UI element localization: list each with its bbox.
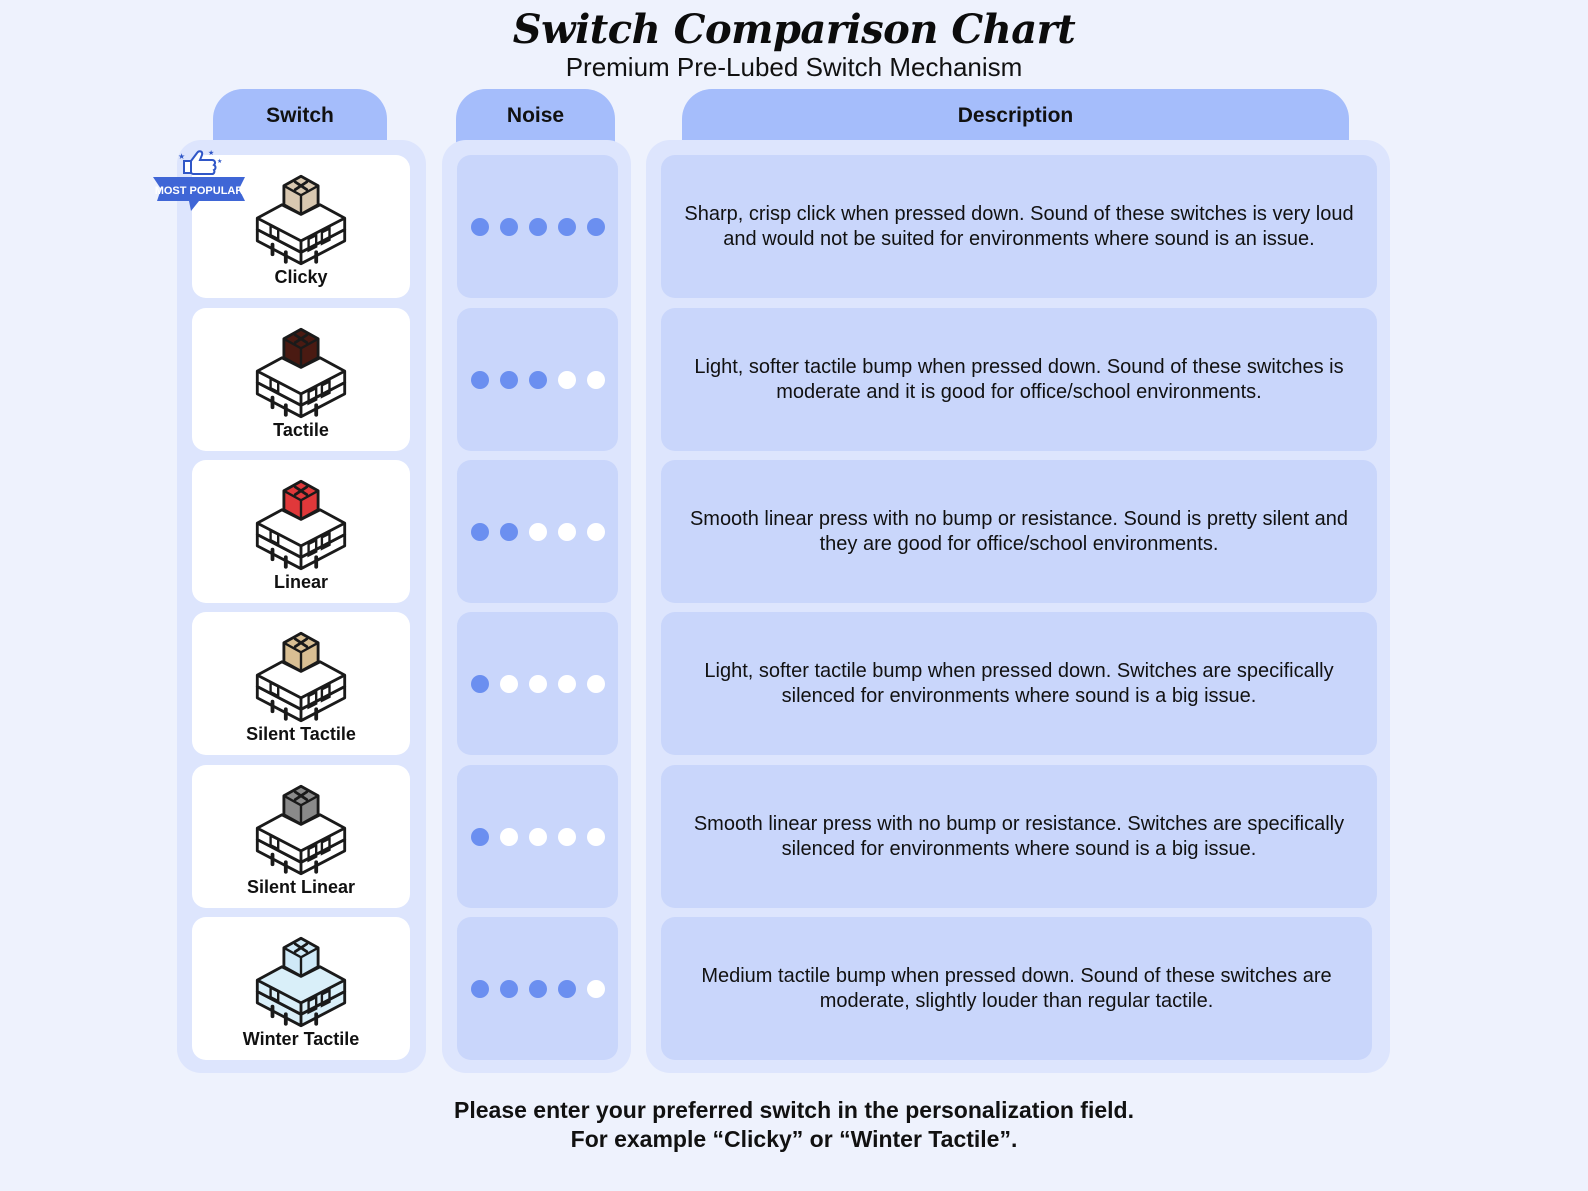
- noise-rating: [457, 675, 618, 693]
- noise-dot-empty: [558, 371, 576, 389]
- thumbs-up-icon: [178, 149, 222, 174]
- noise-dot-empty: [500, 828, 518, 846]
- footer-note: [0, 1096, 1588, 1154]
- noise-dot-filled: [471, 675, 489, 693]
- switch-column-header: Switch: [213, 89, 387, 143]
- switch-cell: [192, 308, 410, 451]
- noise-dot-filled: [558, 218, 576, 236]
- switch-cell: [192, 917, 410, 1060]
- noise-dot-filled: [500, 980, 518, 998]
- tactile-switch-icon: [244, 316, 358, 430]
- noise-rating: [457, 218, 618, 236]
- noise-cell: [457, 155, 618, 298]
- noise-dot-filled: [558, 980, 576, 998]
- most-popular-badge: [151, 147, 247, 213]
- svg-text:★: ★: [178, 152, 186, 161]
- noise-cell: [457, 308, 618, 451]
- noise-dot-empty: [529, 675, 547, 693]
- chart-subtitle: Premium Pre-Lubed Switch Mechanism: [565, 52, 1023, 82]
- switch-name: Silent Tactile: [246, 724, 356, 744]
- switch-name: Tactile: [273, 420, 329, 440]
- noise-dot-filled: [500, 218, 518, 236]
- noise-dot-filled: [500, 371, 518, 389]
- switch-description: Light, softer tactile bump when pressed down. Switches are specifically silenced for environments where sound is a big issue.: [704, 659, 1334, 707]
- noise-rating: [457, 980, 618, 998]
- clicky-switch-icon: [244, 163, 358, 277]
- description-cell: [661, 155, 1377, 298]
- noise-column-header: Noise: [456, 89, 615, 143]
- noise-dot-empty: [587, 828, 605, 846]
- noise-dot-filled: [500, 523, 518, 541]
- switch-cell: [192, 460, 410, 603]
- svg-text:★: ★: [217, 158, 223, 165]
- noise-dot-filled: [471, 980, 489, 998]
- noise-dot-empty: [587, 523, 605, 541]
- switch-name: Silent Linear: [246, 877, 356, 897]
- svg-text:★: ★: [208, 149, 215, 157]
- noise-dot-empty: [587, 980, 605, 998]
- switch-description: Light, softer tactile bump when pressed down. Sound of these switches is moderate and it is good for office/school environments.: [694, 355, 1344, 403]
- noise-cell: [457, 460, 618, 603]
- noise-cell: [457, 612, 618, 755]
- description-cell: [661, 308, 1377, 451]
- description-cell: [661, 612, 1377, 755]
- noise-dot-empty: [529, 828, 547, 846]
- switch-description: Sharp, crisp click when pressed down. Sound of these switches is very loud and would not be suited for environments where sound is an issue.: [684, 202, 1354, 250]
- switch-description: Smooth linear press with no bump or resistance. Sound is pretty silent and they are good for office/school environments.: [689, 507, 1349, 555]
- description-cell: [661, 765, 1377, 908]
- description-cell: [661, 917, 1372, 1060]
- noise-rating: [457, 828, 618, 846]
- winter-tactile-switch-icon: [244, 925, 358, 1039]
- noise-dot-filled: [471, 218, 489, 236]
- silent-linear-switch-icon: [244, 773, 358, 887]
- noise-dot-empty: [558, 675, 576, 693]
- noise-dot-filled: [471, 523, 489, 541]
- chart-title: Switch Comparison Chart: [512, 6, 1076, 53]
- switch-name: Winter Tactile: [242, 1029, 360, 1049]
- linear-switch-icon: [244, 468, 358, 582]
- noise-dot-empty: [529, 523, 547, 541]
- noise-dot-empty: [500, 675, 518, 693]
- switch-cell: [192, 765, 410, 908]
- noise-cell: [457, 765, 618, 908]
- noise-dot-empty: [587, 371, 605, 389]
- noise-dot-filled: [529, 218, 547, 236]
- noise-dot-filled: [529, 980, 547, 998]
- noise-dot-filled: [471, 828, 489, 846]
- noise-dot-empty: [558, 523, 576, 541]
- noise-dot-filled: [471, 371, 489, 389]
- badge-label: MOST POPULAR: [154, 185, 244, 197]
- noise-dot-empty: [558, 828, 576, 846]
- noise-dot-filled: [587, 218, 605, 236]
- noise-dot-empty: [587, 675, 605, 693]
- noise-cell: [457, 917, 618, 1060]
- switch-description: Smooth linear press with no bump or resistance. Switches are specifically silenced for environments where sound is a big issue.: [693, 812, 1345, 860]
- switch-cell: [192, 612, 410, 755]
- switch-name: Clicky: [274, 267, 328, 287]
- switch-name: Linear: [273, 572, 329, 592]
- footer-line-1: Please enter your preferred switch in the personalization field.: [454, 1097, 1134, 1123]
- switch-description: Medium tactile bump when pressed down. Sound of these switches are moderate, slightly louder than regular tactile.: [701, 964, 1332, 1012]
- description-cell: [661, 460, 1377, 603]
- noise-dot-filled: [529, 371, 547, 389]
- noise-rating: [457, 523, 618, 541]
- footer-line-2: For example “Clicky” or “Winter Tactile”.: [570, 1126, 1018, 1152]
- silent-tactile-switch-icon: [244, 620, 358, 734]
- description-column-header: Description: [682, 89, 1349, 143]
- noise-rating: [457, 371, 618, 389]
